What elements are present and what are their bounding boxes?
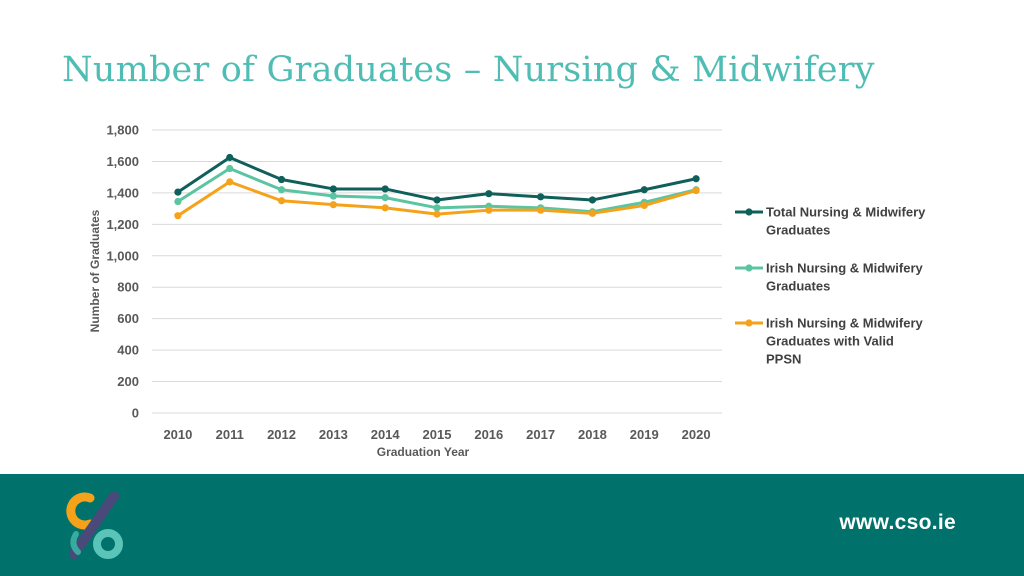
- x-tick-label: 2012: [267, 427, 297, 442]
- x-tick-label: 2010: [163, 427, 193, 442]
- data-point: [589, 210, 596, 217]
- legend-label: Irish Nursing & Midwifery: [766, 315, 923, 331]
- legend-label: Graduates: [766, 222, 831, 238]
- y-tick-label: 1,200: [106, 216, 139, 232]
- y-tick-label: 400: [117, 342, 139, 358]
- data-point: [485, 190, 492, 197]
- legend-label: PPSN: [766, 351, 802, 367]
- data-point: [537, 207, 544, 214]
- slide-title: Number of Graduates – Nursing & Midwifery: [62, 50, 875, 90]
- y-axis-ticks: [106, 123, 139, 421]
- data-point: [485, 207, 492, 214]
- data-point: [537, 193, 544, 200]
- legend: [735, 205, 926, 367]
- data-point: [330, 192, 337, 199]
- cso-logo-icon: [62, 490, 126, 562]
- y-axis-title: Number of Graduates: [88, 209, 102, 333]
- data-point: [226, 178, 233, 185]
- data-point: [330, 201, 337, 208]
- x-tick-label: 2017: [526, 427, 556, 442]
- data-point: [226, 154, 233, 161]
- x-axis-ticks: [163, 427, 710, 442]
- legend-label: Graduates: [766, 278, 831, 294]
- data-point: [641, 202, 648, 209]
- legend-item-1: [735, 205, 926, 238]
- data-point: [382, 185, 389, 192]
- data-point: [278, 197, 285, 204]
- y-tick-label: 0: [131, 405, 139, 421]
- legend-label: Total Nursing & Midwifery: [766, 204, 926, 220]
- legend-marker: [745, 208, 752, 215]
- y-tick-label: 1,600: [106, 153, 139, 169]
- x-tick-label: 2014: [370, 427, 400, 442]
- data-point: [382, 194, 389, 201]
- data-point: [433, 204, 440, 211]
- y-tick-label: 800: [117, 279, 139, 295]
- x-tick-label: 2020: [681, 427, 711, 442]
- website-link[interactable]: www.cso.ie: [839, 511, 956, 534]
- x-tick-label: 2011: [215, 427, 244, 442]
- x-tick-label: 2015: [422, 427, 452, 442]
- data-point: [433, 211, 440, 218]
- y-tick-label: 200: [117, 374, 139, 390]
- legend-item-3: [735, 316, 924, 367]
- series-lines: [174, 154, 699, 219]
- x-axis-title: Graduation Year: [376, 445, 470, 459]
- x-tick-label: 2013: [318, 427, 348, 442]
- data-point: [382, 204, 389, 211]
- data-point: [278, 186, 285, 193]
- x-tick-label: 2016: [474, 427, 504, 442]
- y-tick-label: 1,000: [106, 248, 139, 264]
- data-point: [278, 176, 285, 183]
- x-tick-label: 2018: [577, 427, 607, 442]
- legend-marker: [745, 319, 752, 326]
- legend-label: Graduates with Valid: [766, 333, 894, 349]
- legend-label: Irish Nursing & Midwifery: [766, 260, 923, 276]
- y-tick-label: 600: [117, 311, 139, 327]
- y-tick-label: 1,400: [106, 185, 139, 201]
- data-point: [330, 185, 337, 192]
- data-point: [589, 196, 596, 203]
- data-point: [692, 175, 699, 182]
- data-point: [641, 186, 648, 193]
- data-point: [174, 212, 181, 219]
- footer-bar: [0, 474, 1024, 576]
- data-point: [433, 196, 440, 203]
- data-point: [692, 187, 699, 194]
- legend-item-2: [735, 261, 924, 294]
- data-point: [174, 189, 181, 196]
- x-tick-label: 2019: [629, 427, 659, 442]
- data-point: [174, 198, 181, 205]
- data-point: [226, 165, 233, 172]
- y-tick-label: 1,800: [106, 122, 139, 138]
- legend-marker: [745, 264, 752, 271]
